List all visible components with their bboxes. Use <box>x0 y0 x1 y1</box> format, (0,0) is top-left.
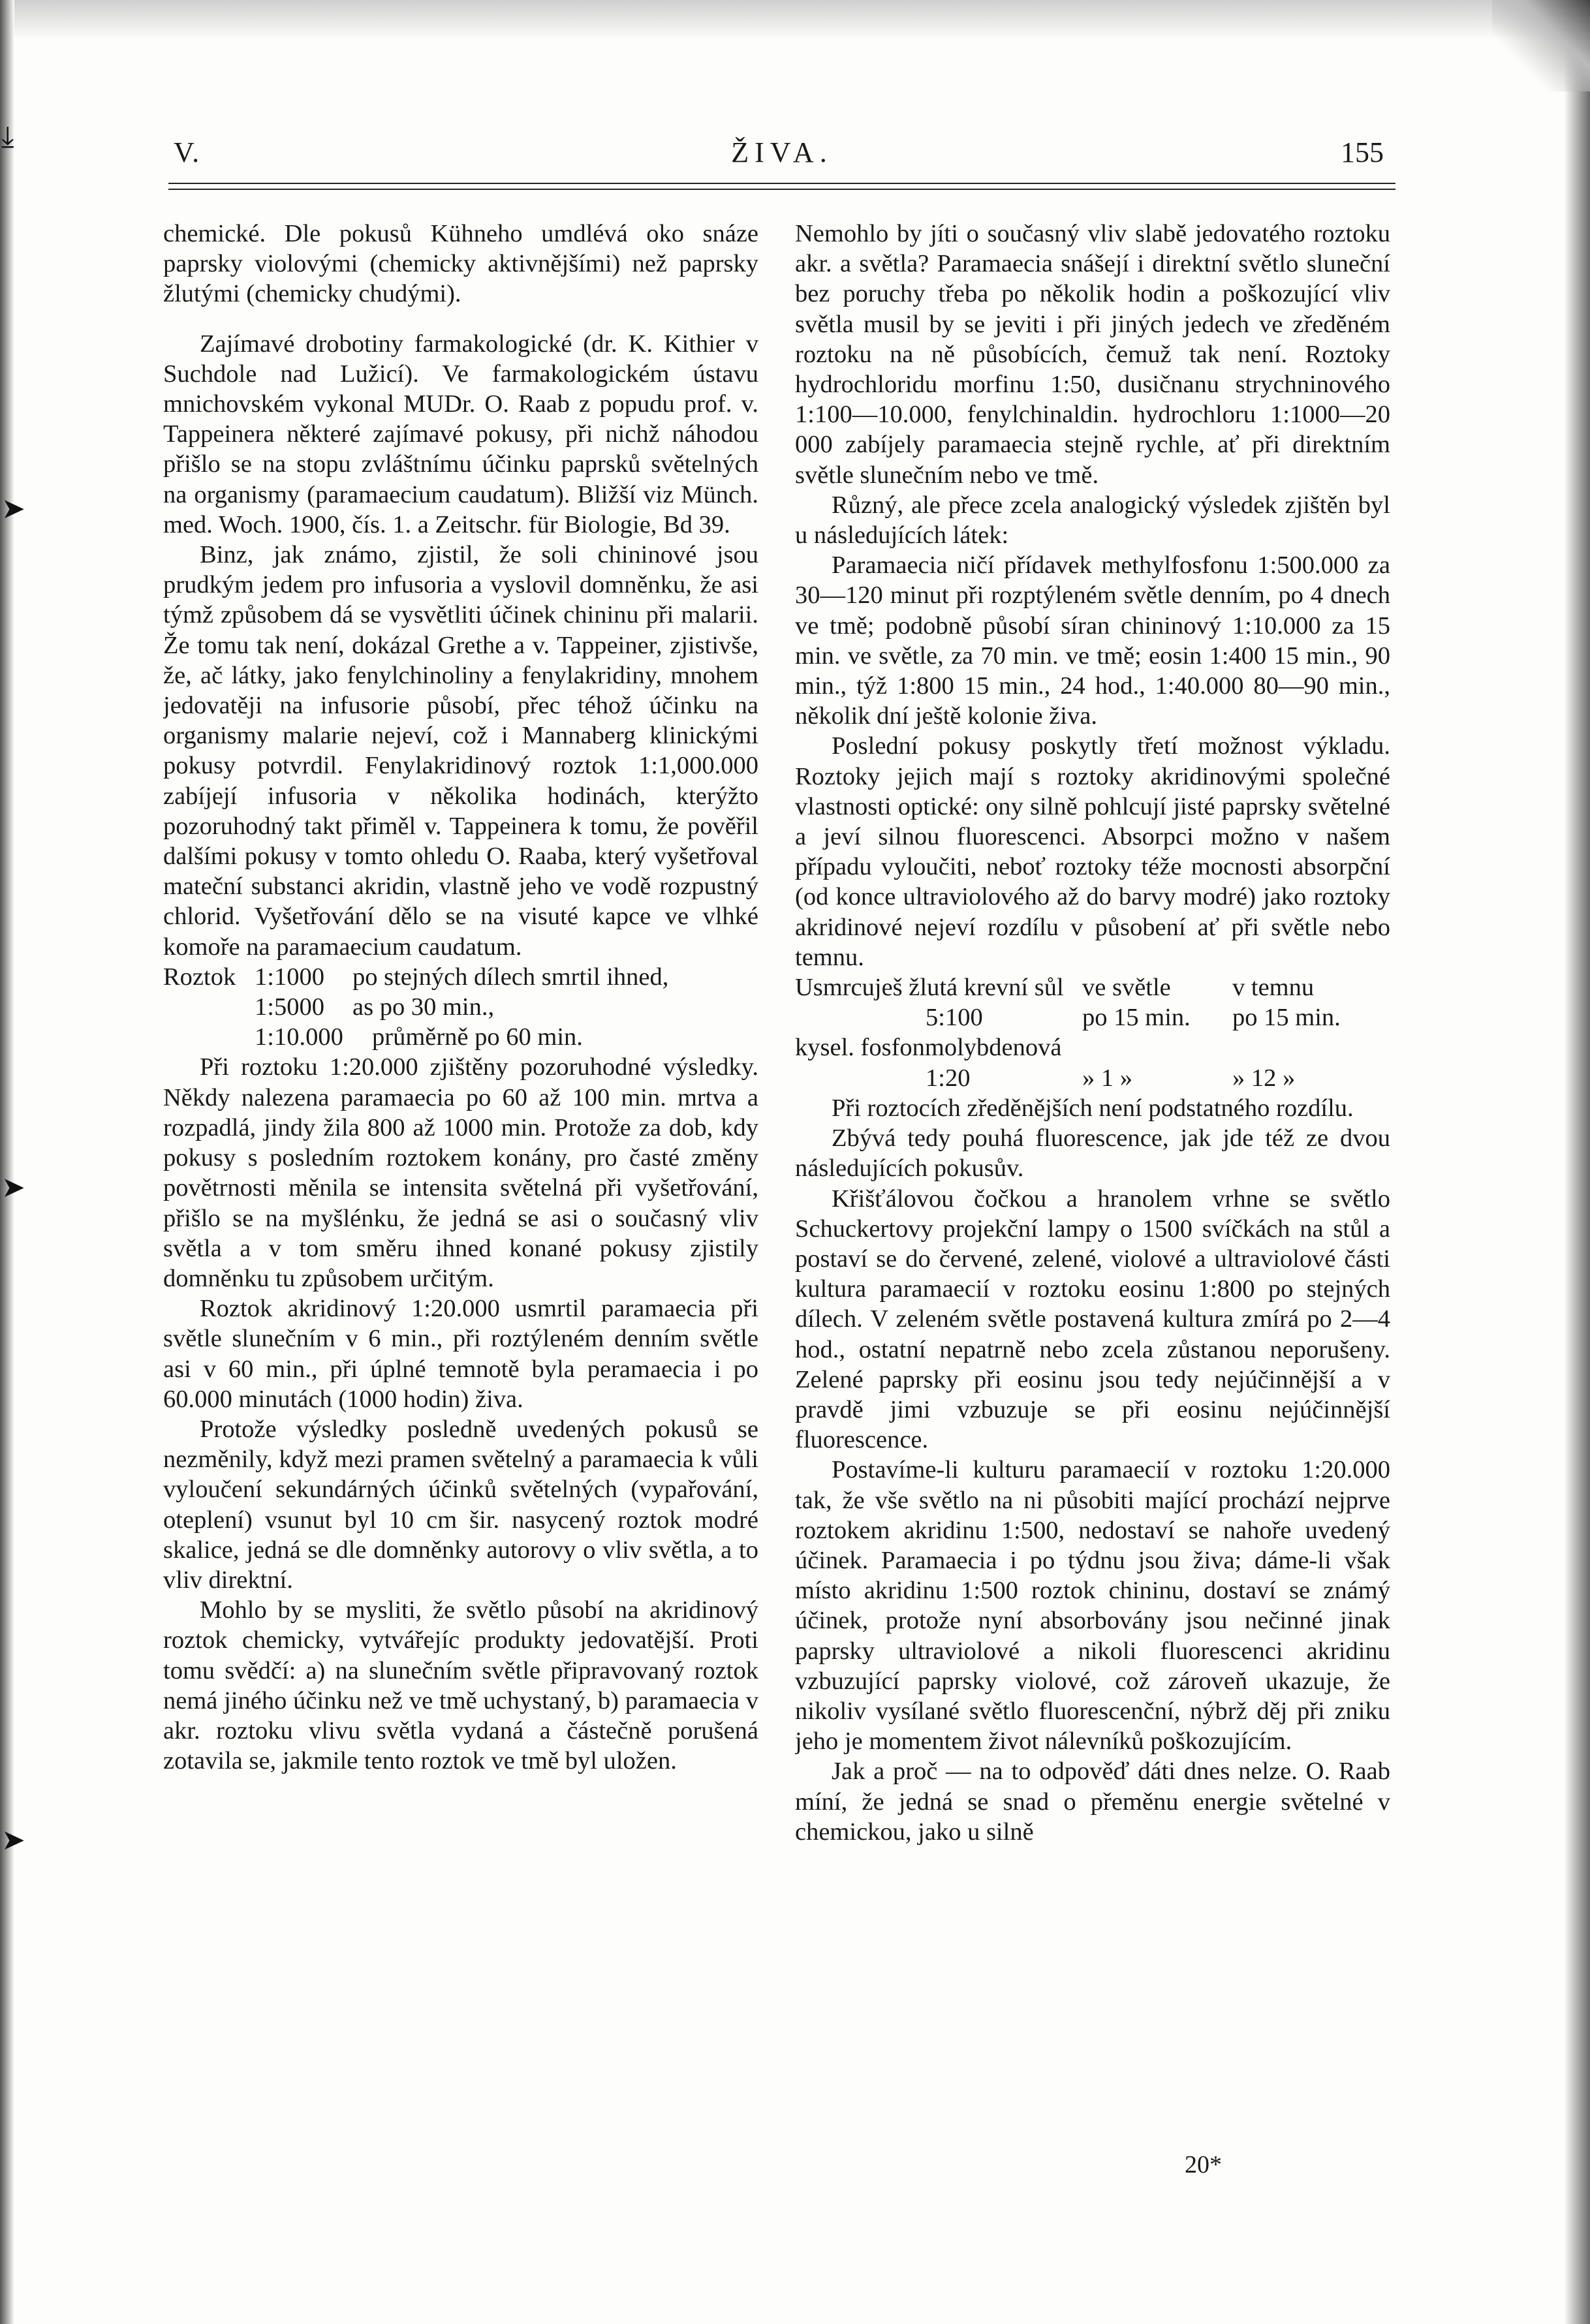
dilution-row <box>163 962 758 992</box>
paragraph: Různý, ale přece zcela analogický výsledek zjištěn byl u následujících látek: <box>795 491 1390 550</box>
results-table <box>795 972 1390 1093</box>
paragraph: Binz, jak známo, zjistil, že soli chininové jsou prudkým jedem pro infusoria a vyslovil domněnku, že asi týmž způsobem dá se vysvětliti účinek chininu při malarii. Že tomu tak není, dokázal Grethe a v. Tappeiner, zjistivše, že, ač látky, jako fenylchinoliny a fenylakridiny, mnohem jedovatěji na infusorie působí, přec téhož účinku na organismy malarie nejeví, což i Mannaberg klinickými pokusy potvrdil. Fenylakridinový roztok 1:1,000.000 zabíjejí infusoria v několika hodinách, kterýžto pozoruhodný takt přiměl v. Tappeinera k tomu, že pověřil dalšími pokusy v tomto ohledu O. Raaba, který vyšetřoval mateční substanci akridin, vlastně jeho ve vodě rozpustný chlorid. Vyšetřování dělo se na visuté kapce ve vlhké komoře na paramaecium caudatum. <box>163 541 758 961</box>
paragraph: Poslední pokusy poskytly třetí možnost výkladu. Roztoky jejich mají s roztoky akridinovými společné vlastnosti optické: ony silně pohlcují jisté paprsky světelné a jeví silnou fluorescenci. Absorpci možno v našem případu vyloučiti, neboť roztoky téže mocnosti absorpční (od konce ultraviolového až do barvy modré) jako roztoky akridinové nejeví rozdílu v působení ať při světle nebo temnu. <box>795 732 1390 971</box>
scan-edge-left <box>0 0 14 2324</box>
results-table-label <box>795 1032 1390 1062</box>
paragraph: Jak a proč — na to odpověď dáti dnes nelze. O. Raab míní, že jedná se snad o přeměnu energie světelné v chemickou, jako u silně <box>795 1758 1390 1846</box>
header-page-number: 155 <box>1341 136 1384 168</box>
dilution-row <box>163 992 758 1022</box>
margin-arrow-icon: ➤ <box>1 1823 25 1857</box>
results-table-header <box>795 972 1390 1002</box>
table-substance: kysel. fosfonmolybdenová <box>795 1034 1062 1062</box>
paragraph: Při roztocích zředěnějších není podstatného rozdílu. <box>832 1094 1354 1122</box>
dilution-ratio: 1:5000 <box>255 993 324 1021</box>
margin-arrow-icon: ➤ <box>1 492 25 525</box>
scan-edge-right <box>1564 0 1590 2324</box>
paragraph: Postavíme-li kulturu paramaecií v roztoku 1:20.000 tak, že vše světlo na ni působiti mající prochází nejprve roztokem akridinu 1:500, nedostaví se nahoře uvedený účinek. Paramaecia i po týdnu jsou živa; dáme-li však místo akridinu 1:500 roztok chininu, dostaví se známý účinek, protože nyní absorbovány jsou nečinné jinak paprsky ultraviolové a nikoli fluorescenci akridinu vzbuzující paprsky violové, což zároveň ukazuje, že nikoliv vysílané světlo fluorescenční, nýbrž děj při zniku jeho je momentem život nálevníků poškozujícím. <box>795 1456 1390 1756</box>
paragraph: Při roztoku 1:20.000 zjištěny pozoruhodné výsledky. Někdy nalezena paramaecia po 60 až 100 min. mrtva a rozpadlá, jindy žila 800 až 1000 min. Protože za dob, kdy pokusy s posledním roztokem konány, pro časté změny povětrnosti měnila se intensita světelná při vyšetřování, přišlo se na myšlénku, že jedná se asi o současný vliv světla a v tom směru ihned konané pokusy zjistily domněnku tu způsobem určitým. <box>163 1053 758 1292</box>
right-column <box>795 219 1390 2124</box>
table-ratio: 1:20 <box>926 1064 971 1092</box>
paragraph: Křišťálovou čočkou a hranolem vrhne se světlo Schuckertovy projekční lampy o 1500 svíčkách na stůl a postaví se do červené, zelené, violové a ultraviolové části kultura paramaecií v roztoku eosinu 1:800 po stejných dílech. V zeleném světle postavená kultura zmírá po 2—4 hod., ostatní nepatrně nebo zcela zůstanou neporušeny. Zelené paprsky při eosinu jsou tedy nejúčinnější a v pravdě jimi vzbuzuje se při eosinu nejúčinnější fluorescence. <box>795 1185 1390 1454</box>
paragraph: Zbývá tedy pouhá fluorescence, jak jde též ze dvou následujících pokusův. <box>795 1124 1390 1183</box>
dilution-ratio: 1:10.000 <box>255 1023 343 1051</box>
paragraph: Mohlo by se mysliti, že světlo působí na akridinový roztok chemicky, vytvářejíc produkty jedovatější. Proti tomu svědčí: a) na slunečním světle připravovaný roztok nemá jiného účinku než ve tmě uchystaný, b) paramaecia v akr. roztoku vlivu světla vydaná a částečně porušená zotavila se, jakmile tento roztok ve tmě byl uložen. <box>163 1596 758 1775</box>
table-light-value: po 15 min. <box>1082 1004 1191 1032</box>
table-dark-value: » 12 » <box>1232 1064 1296 1092</box>
dilution-text: průměrně po 60 min. <box>372 1023 583 1051</box>
dilution-ratio: 1:1000 <box>255 963 324 991</box>
paragraph: Roztok akridinový 1:20.000 usmrtil paramaecia při světle slunečním v 6 min., při roztýleném denním světle asi v 60 min., při úplné temnotě byla peramaecia i po 60.000 minutách (1000 hodin) živa. <box>163 1295 758 1413</box>
results-table-row <box>795 1063 1390 1093</box>
paragraph: Protože výsledky posledně uvedených pokusů se nezměnily, když mezi pramen světelný a paramaecia k vůli vyloučení sekundárných účinků světelných (vypařování, oteplení) vsunut byl 10 cm šir. nasycený roztok modré skalice, jedná se dle domněnky autorovy o vliv světla, a to vliv direktní. <box>163 1415 758 1594</box>
dilution-text: po stejných dílech smrtil ihned, <box>352 963 669 991</box>
header-rule <box>168 183 1395 190</box>
dilution-row <box>163 1022 758 1052</box>
margin-arrow-icon: ➤ <box>1 1171 25 1204</box>
sheet-signature: 20* <box>1185 2151 1222 2178</box>
left-column <box>163 219 758 2124</box>
table-head-dark: v temnu <box>1232 974 1315 1002</box>
article-paragraph: Zajímavé drobotiny farmakologické (dr. K. Kithier v Suchdole nad Lužicí). Ve farmakologickém ústavu mnichovském vykonal MUDr. O. Raab z popudu prof. v. Tappeinera některé zajímavé pokusy, při nichž náhodou přišlo se na stopu zvláštnímu účinku paprsků světelných na organismy (paramaecium caudatum). Bližší viz Münch. med. Woch. 1900, čís. 1. a Zeitschr. für Biologie, Bd 39. <box>163 330 758 538</box>
header-volume: V. <box>174 136 201 168</box>
paragraph: chemické. Dle pokusů Kühneho umdlévá oko snáze paprsky violovými (chemicky aktivnějšími) než paprsky žlutými (chemicky chudými). <box>163 220 758 308</box>
dilution-text: as po 30 min., <box>352 993 495 1021</box>
header-journal-title: ŽIVA. <box>731 136 833 168</box>
scan-edge-top <box>0 0 1590 39</box>
dilution-list <box>163 962 758 1053</box>
dilution-label: Roztok <box>163 963 236 991</box>
paragraph: Paramaecia ničí přídavek methylfosfonu 1:500.000 za 30—120 minut při rozptýleném světle denním, po 4 dnech ve tmě; podobně působí síran chininový 1:10.000 za 15 min. ve světle, za 70 min. ve tmě; eosin 1:400 15 min., 90 min., týž 1:800 15 min., 24 hod., 1:40.000 80—90 min., několik dní ještě kolonie živa. <box>795 551 1390 730</box>
table-dark-value: po 15 min. <box>1232 1004 1341 1032</box>
table-head-substance: Usmrcuješ žlutá krevní sůl <box>795 974 1064 1002</box>
table-ratio: 5:100 <box>926 1004 983 1032</box>
results-table-row <box>795 1002 1390 1032</box>
table-head-light: ve světle <box>1082 974 1171 1002</box>
page-header <box>168 136 1395 178</box>
scan-corner-shadow <box>1492 0 1590 91</box>
margin-arrow-icon: ⤓ <box>1 120 14 153</box>
paragraph: Nemohlo by jíti o současný vliv slabě jedovatého roztoku akr. a světla? Paramaecia snášejí i direktní světlo sluneční bez poruchy třeba po několik hodin a poškozující vliv světla musil by se jeviti i při jiných jedech ve zředěném roztoku na ně působících, čemuž tak není. Roztoky hydrochloridu morfinu 1:50, dusičnanu strychninového 1:100—10.000, fenylchinaldin. hydrochloru 1:1000—20 000 zabíjely paramaecia stejně rychle, ať při direktním světle slunečním nebo ve tmě. <box>795 220 1390 489</box>
table-light-value: » 1 » <box>1082 1064 1132 1092</box>
